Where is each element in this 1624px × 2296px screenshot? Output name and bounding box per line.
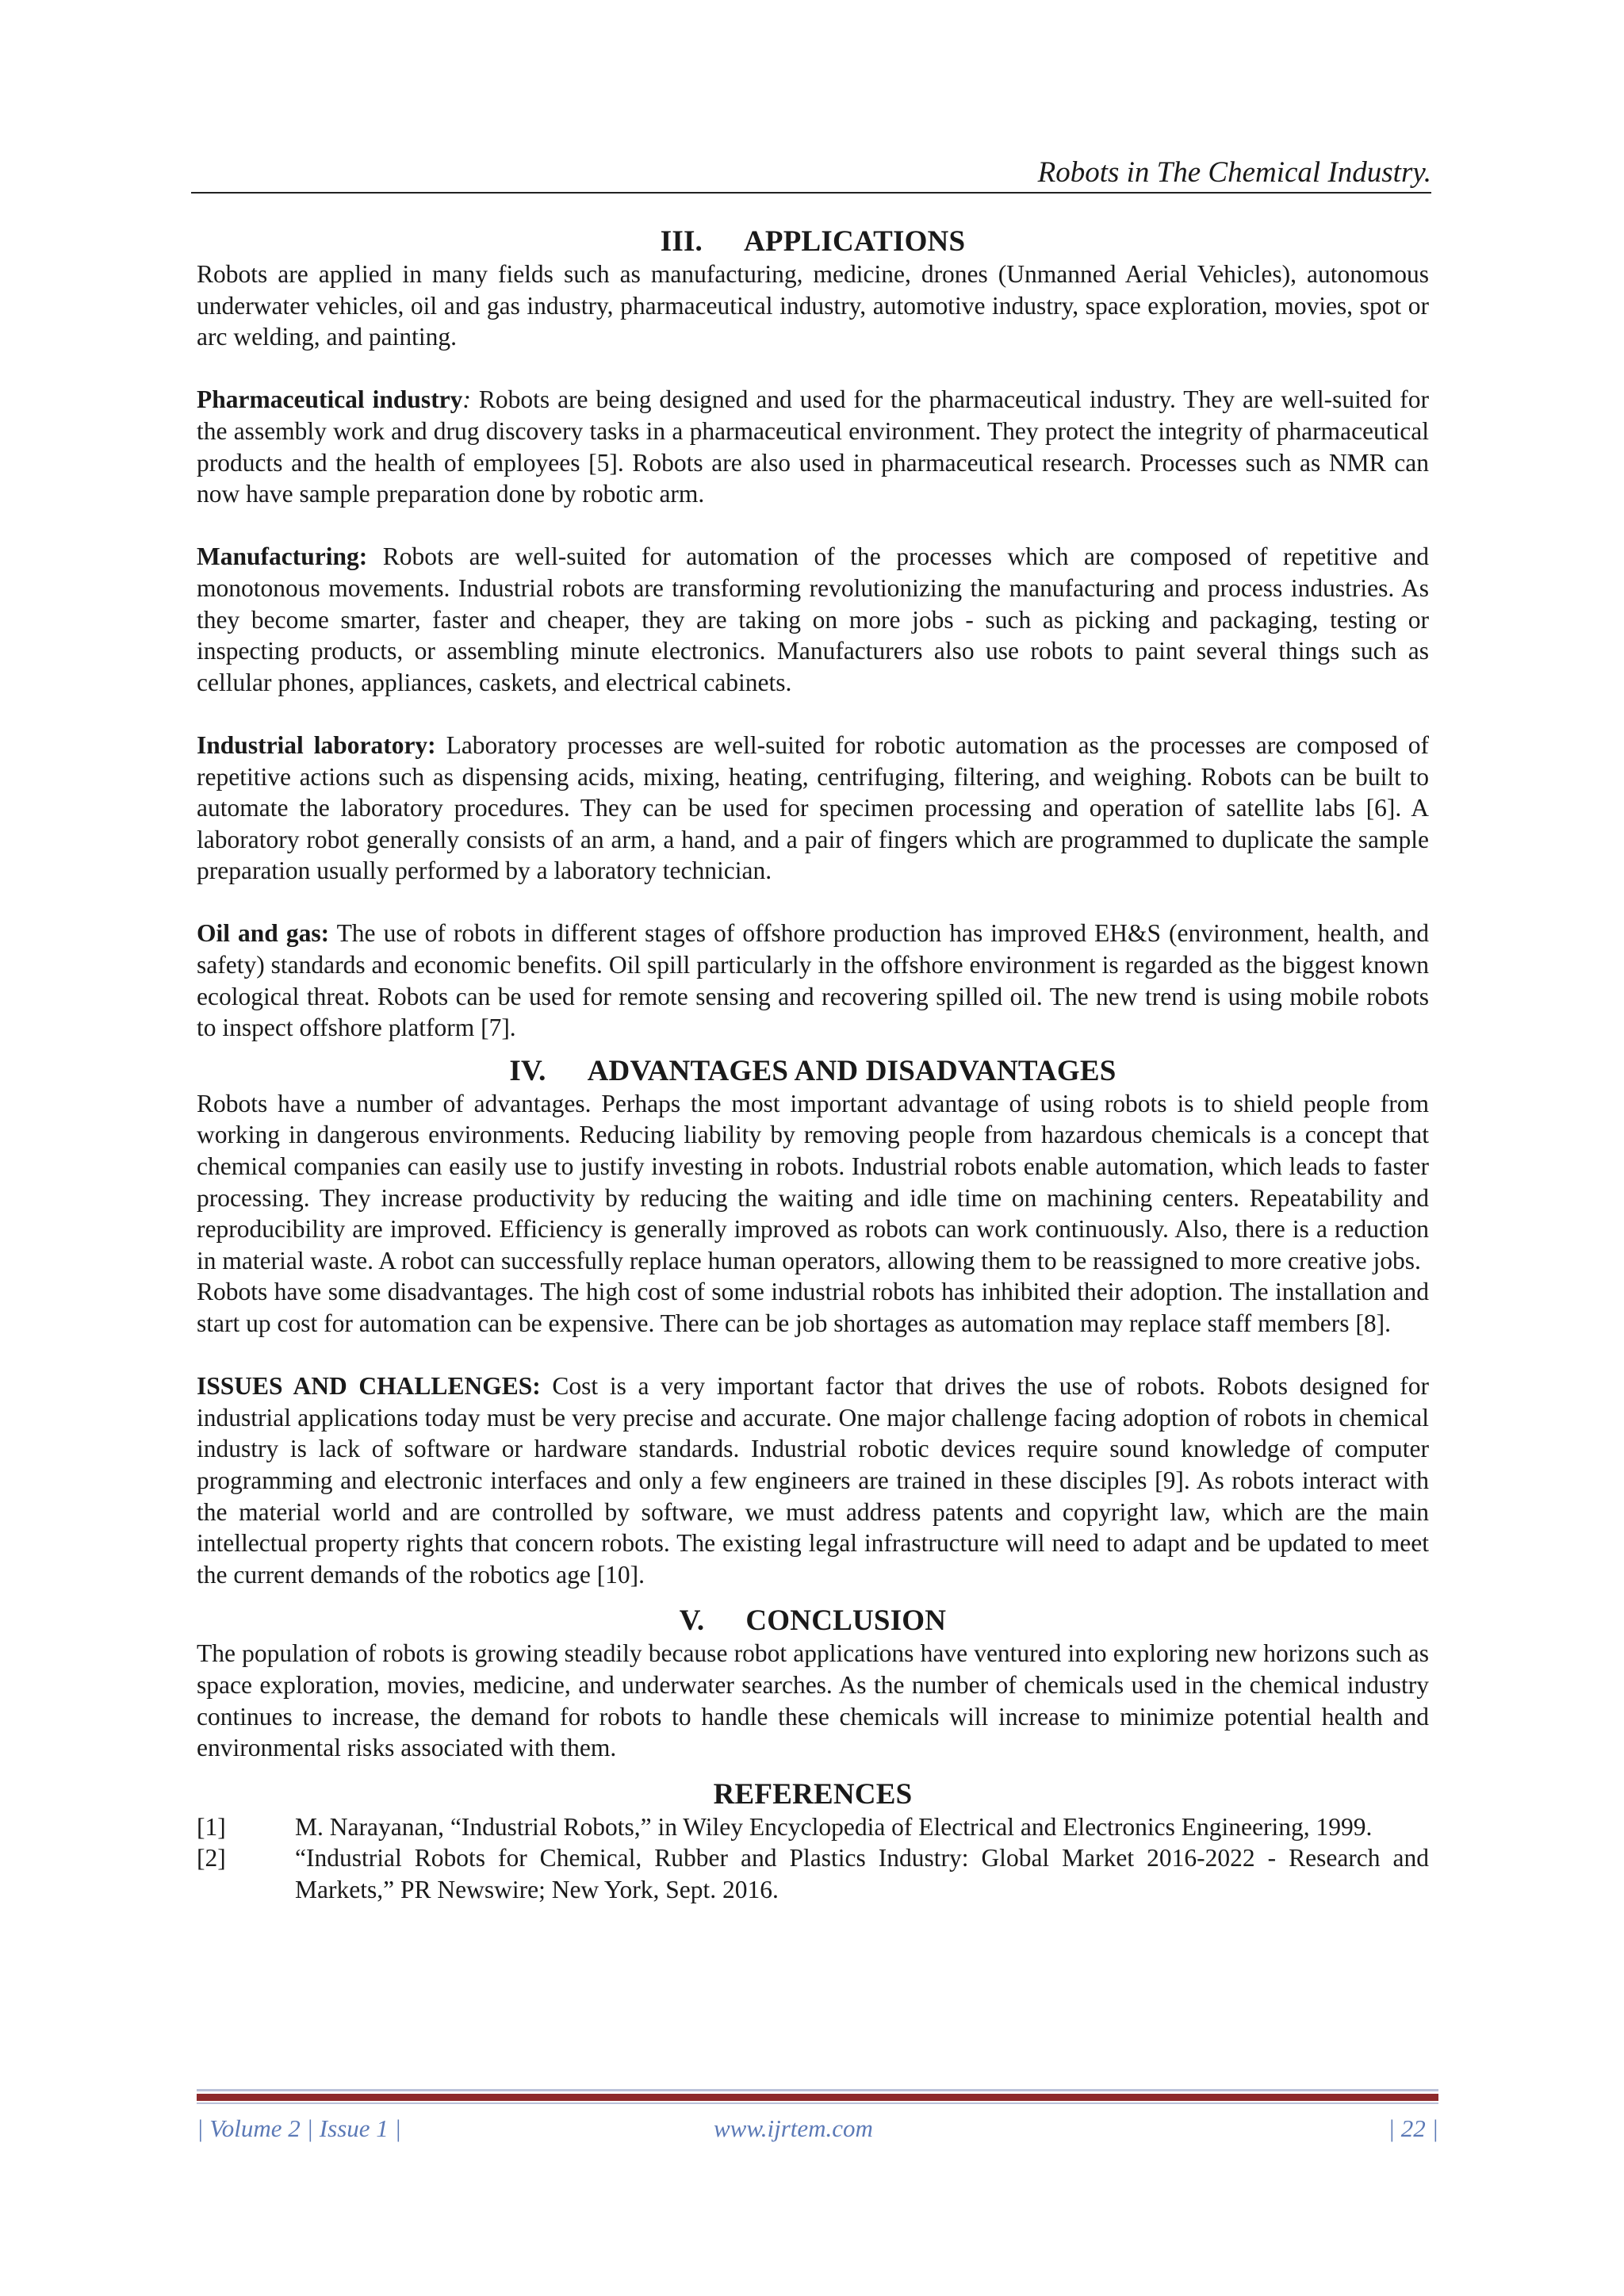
- section-title: ADVANTAGES AND DISADVANTAGES: [587, 1054, 1116, 1087]
- section-heading-references: REFERENCES: [713, 1777, 913, 1811]
- lab-paragraph: [197, 730, 1429, 887]
- section-number: III.: [660, 225, 703, 258]
- pharma-paragraph: [197, 384, 1429, 509]
- manufacturing-paragraph: [197, 541, 1429, 698]
- oil-gas-text: The use of robots in different stages of offshore production has improved EH&S (environment, health, and safety) standards and economic benefits. Oil spill particularly in the offshore environment is regarded as the biggest known ecological threat. Robots can be used for remote sensing and recovering spilled oil. The new trend is using mobile robots to inspect offshore platform [7].: [197, 919, 1429, 1042]
- disadvantages-paragraph: Robots have some disadvantages. The high cost of some industrial robots has inhibited their adoption. The installation and start up cost for automation can be expensive. There can be job shortages as automation may replace staff members [8].: [197, 1278, 1429, 1337]
- section-heading-advantages: [197, 1055, 1429, 1088]
- page-number: | 22 |: [1388, 2114, 1438, 2142]
- pharma-text: Robots are being designed and used for the pharmaceutical industry. They are well-suited for the assembly work and drug discovery tasks in a pharmaceutical environment. They protect the integrity of pharmaceutical products and the health of employees [5]. Robots are also used in pharmaceutical research. Processes such as NMR can now have sample preparation done by robotic arm.: [197, 385, 1429, 508]
- issues-label: ISSUES AND CHALLENGES:: [197, 1372, 541, 1401]
- reference-number: [2]: [197, 1844, 226, 1872]
- oil-gas-paragraph: [197, 918, 1429, 1043]
- running-head: Robots in The Chemical Industry.: [1037, 156, 1431, 189]
- journal-website-link[interactable]: www.ijrtem.com: [714, 2114, 873, 2142]
- footer-rule: [197, 2094, 1438, 2101]
- footer-rule-top: [197, 2089, 1438, 2091]
- reference-item: [197, 1842, 1429, 1905]
- pharma-label: Pharmaceutical industry: [197, 385, 463, 414]
- lab-text: Laboratory processes are well-suited for robotic automation as the processes are composed of repetitive actions such as dispensing acids, mixing, heating, centrifuging, filtering, and weighing. Robots can be built to automate the laboratory procedures. They can be used for specimen processing and operation of satellite labs [6]. A laboratory robot generally consists of an arm, a hand, and a pair of fingers which are programmed to duplicate the sample preparation usually performed by a laboratory technician.: [197, 730, 1429, 885]
- manufacturing-text: Robots are well-suited for automation of the processes which are composed of repetitive and monotonous movements. Industrial robots are transforming revolutionizing the manufacturing and process industries. As they become smarter, faster and cheaper, they are taking on more jobs - such as picking and packaging, testing or inspecting products, or assembling minute electronics. Manufacturers also use robots to paint several things such as cellular phones, appliances, caskets, and electrical cabinets.: [197, 542, 1429, 696]
- lab-label: Industrial laboratory:: [197, 730, 436, 759]
- section-number: V.: [679, 1604, 705, 1638]
- reference-item: [197, 1811, 1429, 1843]
- volume-issue: | Volume 2 | Issue 1 |: [197, 2114, 402, 2142]
- page-body: [197, 225, 1429, 1906]
- advantages-paragraph: Robots have a number of advantages. Perhaps the most important advantage of using robots is to shield people from working in dangerous environments. Reducing liability by removing people from hazardous chemicals is a concept that chemical companies can easily use to justify investing in robots. Industrial robots enable automation, which leads to faster processing. They increase productivity by reducing the waiting and idle time on machining centers. Repeatability and reproducibility are improved. Efficiency is generally improved as robots can work continuously. Also, there is a reduction in material waste. A robot can successfully replace human operators, allowing them to be reassigned to more creative jobs.: [197, 1089, 1429, 1274]
- conclusion-paragraph: The population of robots is growing steadily because robot applications have ventured into exploring new horizons such as space exploration, movies, medicine, and underwater searches. As the number of chemicals used in the chemical industry continues to increase, the demand for robots to handle these chemicals will increase to minimize potential health and environmental risks associated with them.: [197, 1639, 1429, 1762]
- oil-gas-label: Oil and gas:: [197, 919, 330, 948]
- section-title: APPLICATIONS: [744, 225, 966, 258]
- section-heading-applications: [197, 225, 1429, 259]
- reference-text: M. Narayanan, “Industrial Robots,” in Wiley Encyclopedia of Electrical and Electronics Engineering, 1999.: [295, 1812, 1373, 1841]
- issues-text: Cost is a very important factor that drives the use of robots. Robots designed for industrial applications today must be very precise and accurate. One major challenge facing adoption of robots in chemical industry is lack of software or hardware standards. Industrial robotic devices require sound knowledge of computer programming and electronic interfaces and only a few engineers are trained in these disciples [9]. As robots interact with the material world and are controlled by software, we must address patents and copyright law, which are the main intellectual property rights that concern robots. The existing legal infrastructure will need to adapt and be updated to meet the current demands of the robotics age [10].: [197, 1372, 1429, 1589]
- footer-rule-bottom: [197, 2102, 1438, 2104]
- reference-number: [1]: [197, 1812, 226, 1841]
- page-footer: [197, 2111, 1438, 2146]
- section-title: CONCLUSION: [745, 1604, 947, 1638]
- applications-intro: Robots are applied in many fields such as manufacturing, medicine, drones (Unmanned Aerial Vehicles), autonomous underwater vehicles, oil and gas industry, pharmaceutical industry, automotive industry, space exploration, movies, spot or arc welding, and painting.: [197, 260, 1429, 351]
- pharma-separator: :: [462, 385, 471, 414]
- manufacturing-label: Manufacturing:: [197, 542, 368, 571]
- reference-text: “Industrial Robots for Chemical, Rubber and Plastics Industry: Global Market 2016-2022 - Research and Markets,” PR Newswire; New York, Sept. 2016.: [295, 1844, 1429, 1903]
- section-number: IV.: [509, 1054, 546, 1087]
- section-heading-conclusion: [197, 1604, 1429, 1638]
- issues-paragraph: [197, 1370, 1429, 1590]
- header-rule: [191, 192, 1431, 194]
- reference-list: [197, 1811, 1429, 1906]
